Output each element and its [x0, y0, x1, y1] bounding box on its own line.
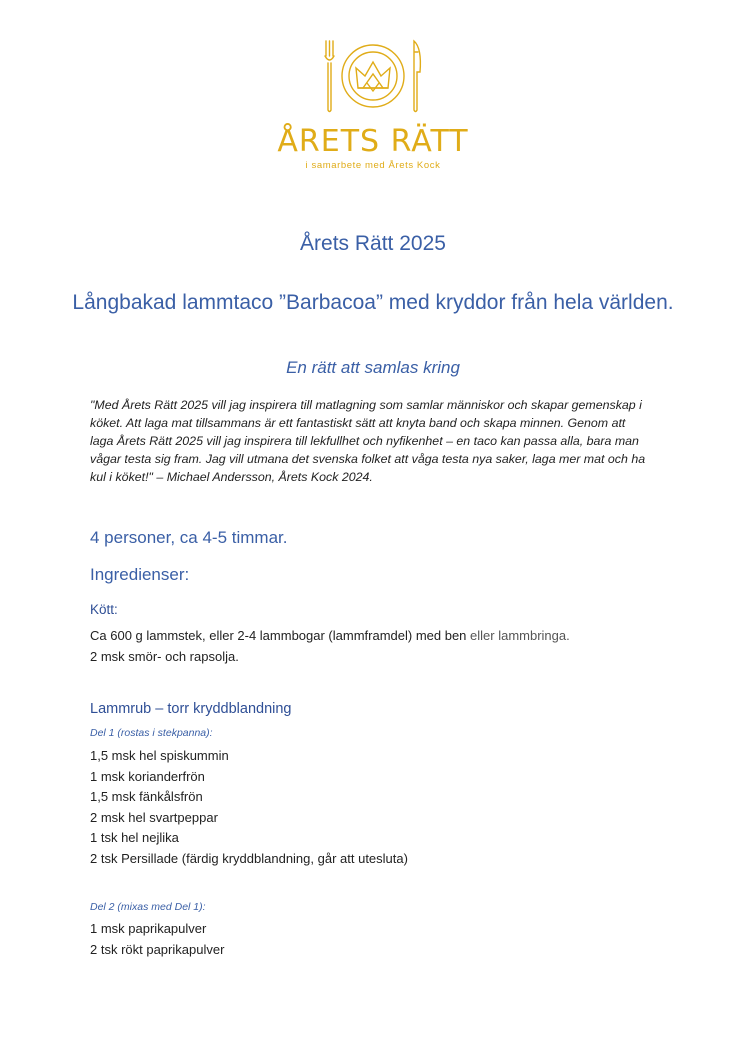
list-item: 1,5 msk fänkålsfrön — [90, 789, 203, 804]
knife-icon — [414, 41, 420, 112]
ingredients-heading: Ingredienser: — [90, 565, 190, 584]
del1-list — [90, 746, 408, 869]
kott-item-main: Ca 600 g lammstek, eller 2-4 lammbogar (lammframdel) med ben — [90, 628, 467, 643]
fork-icon — [325, 41, 334, 112]
kott-item-extra: eller lammbringa. — [466, 628, 570, 643]
list-item: 1 msk paprikapulver — [90, 921, 207, 936]
brand-subline: i samarbete med Årets Kock — [305, 160, 441, 171]
title-year: Årets Rätt 2025 — [300, 232, 446, 255]
list-item: 2 msk hel svartpeppar — [90, 809, 218, 825]
del2-heading: Del 2 (mixas med Del 1): — [90, 901, 206, 913]
logo-emblem — [321, 38, 425, 114]
plate-crown-icon — [342, 45, 404, 107]
logo — [0, 38, 746, 171]
del2-list — [90, 919, 224, 960]
recipe-subtitle: En rätt att samlas kring — [286, 358, 460, 377]
portions-info: 4 personer, ca 4-5 timmar. — [90, 528, 288, 547]
recipe-title: Långbakad lammtaco ”Barbacoa” med kryddor från hela världen. — [72, 291, 674, 314]
lammrub-heading: Lammrub – torr kryddblandning — [90, 701, 292, 717]
list-item: 2 msk smör- och rapsolja. — [90, 648, 239, 664]
list-item: 1 msk korianderfrön — [90, 768, 205, 784]
list-item: 1 tsk hel nejlika — [90, 830, 179, 845]
kott-heading: Kött: — [90, 602, 118, 617]
del1-heading: Del 1 (rostas i stekpanna): — [90, 727, 213, 739]
list-item: 2 tsk rökt paprikapulver — [90, 941, 225, 957]
quote-paragraph: "Med Årets Rätt 2025 vill jag inspirera till matlagning som samlar människor och skapar gemenskap i köket. Att laga mat tillsammans är ett fantastiskt sätt att knyta band och skapa minnen. Genom att laga Årets Rätt 2025 vill jag inspirera till lekfullhet och nyfikenhet – en taco kan passa alla, bara man vågar testa sig fram. Jag vill utmana det svenska folket att våga testa nya saker, laga mer mat och ha kul i köket!" – Michael Andersson, Årets Kock 2024. — [90, 398, 646, 484]
brand-name: ÅRETS RÄTT — [277, 124, 469, 159]
list-item: 2 tsk Persillade (färdig kryddblandning, går att utesluta) — [90, 850, 408, 866]
list-item — [90, 626, 570, 647]
kott-list — [90, 626, 570, 667]
list-item: 1,5 msk hel spiskummin — [90, 748, 229, 763]
